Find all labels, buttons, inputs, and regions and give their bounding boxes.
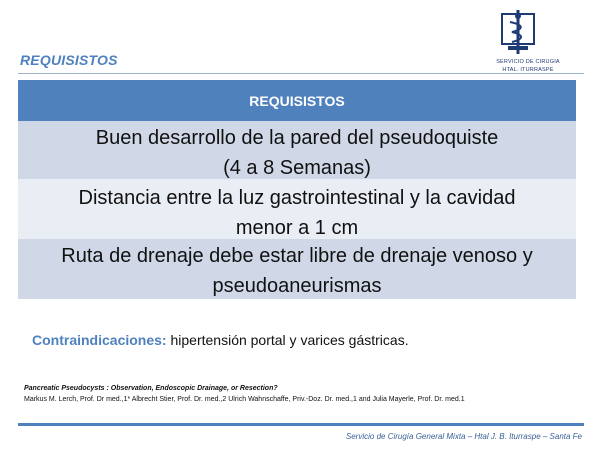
logo-text-service: SERVICIO DE CIRUGIA [496,59,560,65]
reference-title: Pancreatic Pseudocysts : Observation, Endoscopic Drainage, or Resection? [24,385,278,392]
requirements-table [18,80,576,299]
caduceus-emblem-icon [500,10,536,56]
contraindications [32,332,409,348]
requirement-line: Distancia entre la luz gastrointestinal y la cavidad [78,187,516,209]
logo-text-hospital: HTAL. ITURRASPE [502,67,554,73]
requirement-line: Buen desarrollo de la pared del pseudoquiste [95,127,499,149]
footer-divider [18,423,584,426]
slide-title: REQUISISTOS [20,52,118,68]
table-cell [18,179,576,239]
table-header-row [18,80,576,121]
requirement-line: menor a 1 cm [235,217,359,239]
requirement-line: pseudoaneurismas [212,275,382,297]
table-row [18,239,576,299]
hospital-logo [478,4,578,88]
table-row [18,121,576,179]
table-cell [18,239,576,299]
contraindications-label: Contraindicaciones: [32,332,167,348]
requirement-line: (4 a 8 Semanas) [223,157,371,179]
table-row [18,179,576,239]
requirement-line: Ruta de drenaje debe estar libre de drenaje venoso y [61,245,533,267]
footer-text: Servicio de Cirugía General Mixta – Htal J. B. Iturraspe – Santa Fe [345,432,582,441]
reference-authors: Markus M. Lerch, Prof. Dr med.,1* Albrecht Stier, Prof. Dr. med.,2 Ulrich Wahnschaffe, Priv.-Doz. Dr. med.,1 and Julia Mayerle, Prof. Dr. med.1 [24,396,465,403]
table-header-cell: REQUISISTOS [18,80,576,121]
table-cell [18,121,576,179]
contraindications-text: hipertensión portal y varices gástricas. [170,332,409,348]
